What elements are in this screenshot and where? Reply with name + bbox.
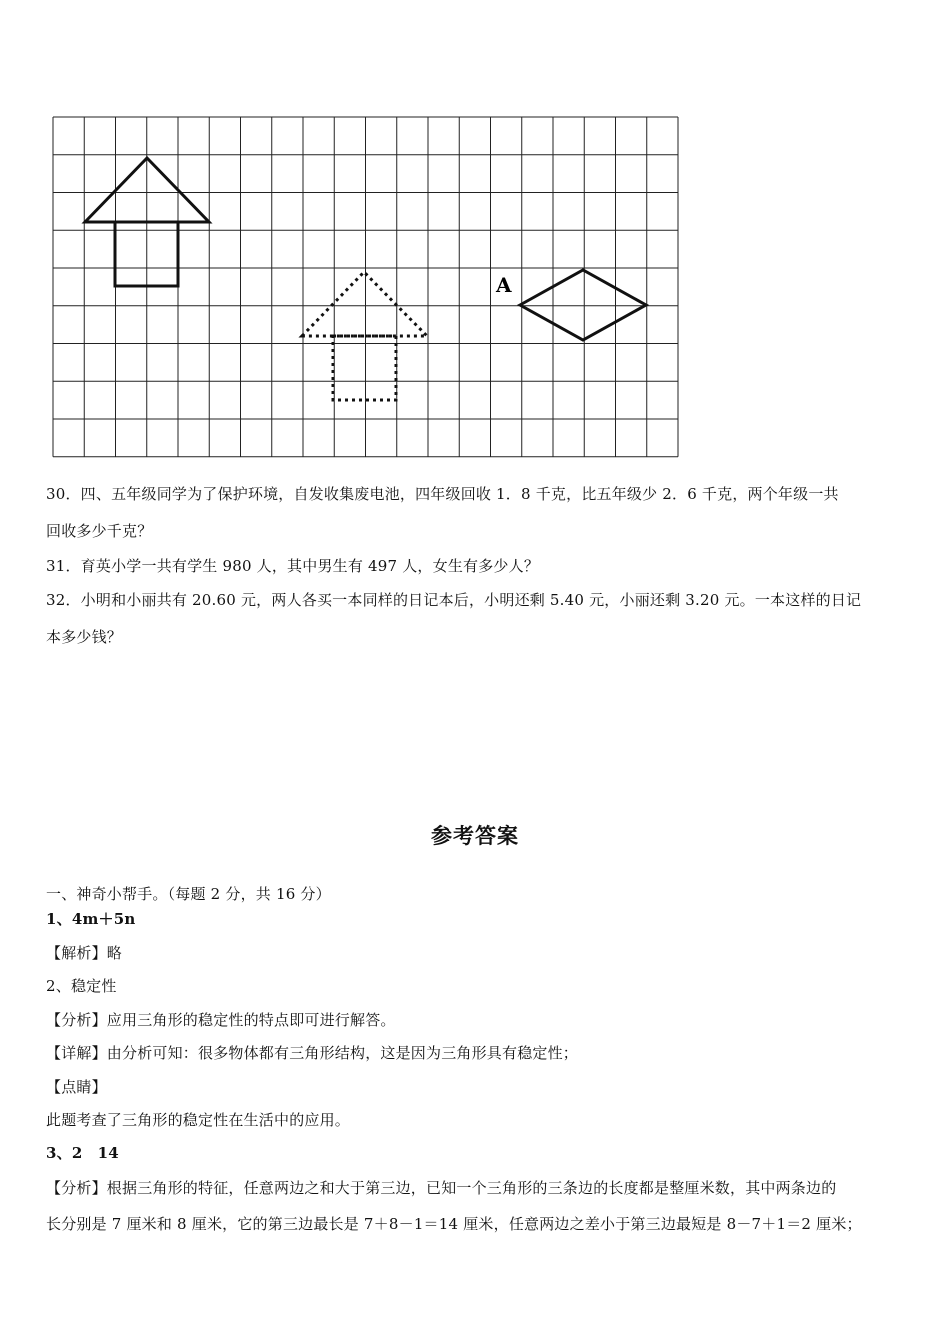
answer-1-analysis: 【解析】略 [46, 944, 123, 962]
section-1-heading: 一、神奇小帮手。（每题 2 分，共 16 分） [46, 885, 331, 903]
answer-1: 1、4m＋5n [46, 910, 136, 928]
question-31: 31．育英小学一共有学生 980 人，其中男生有 497 人，女生有多少人？ [46, 557, 540, 575]
dotted-square [333, 336, 396, 400]
answer-3-analysis-line-1: 【分析】根据三角形的特征，任意两边之和大于第三边，已知一个三角形的三条边的长度都是整厘米数，其中两条边的 [46, 1179, 837, 1197]
question-32-line-2: 本多少钱？ [46, 628, 123, 646]
answer-title: 参考答案 [431, 824, 519, 848]
rhombus [520, 270, 646, 340]
label-a: A [496, 273, 512, 297]
question-32-line-1: 32．小明和小丽共有 20.60 元，两人各买一本同样的日记本后，小明还剩 5.40 元，小丽还剩 3.20 元。一本这样的日记 [46, 591, 862, 609]
answer-2-comment: 此题考查了三角形的稳定性在生活中的应用。 [46, 1111, 351, 1129]
answer-2: 2、稳定性 [46, 977, 117, 995]
answer-2-comment-label: 【点睛】 [46, 1078, 107, 1096]
answer-2-detail: 【详解】由分析可知：很多物体都有三角形结构，这是因为三角形具有稳定性； [46, 1044, 579, 1062]
question-30-line-1: 30．四、五年级同学为了保护环境，自发收集废电池，四年级回收 1．8 千克，比五年级少 2．6 千克，两个年级一共 [46, 485, 839, 503]
answer-3: 3、2 14 [46, 1144, 119, 1162]
answer-3-analysis-line-2: 长分别是 7 厘米和 8 厘米，它的第三边最长是 7＋8－1＝14 厘米，任意两边之差小于第三边最短是 8－7＋1＝2 厘米； [46, 1215, 862, 1233]
answer-2-analysis: 【分析】应用三角形的稳定性的特点即可进行解答。 [46, 1011, 396, 1029]
question-30-line-2: 回收多少千克？ [46, 522, 153, 540]
grid-figure [50, 114, 680, 458]
dotted-triangle [302, 272, 427, 336]
